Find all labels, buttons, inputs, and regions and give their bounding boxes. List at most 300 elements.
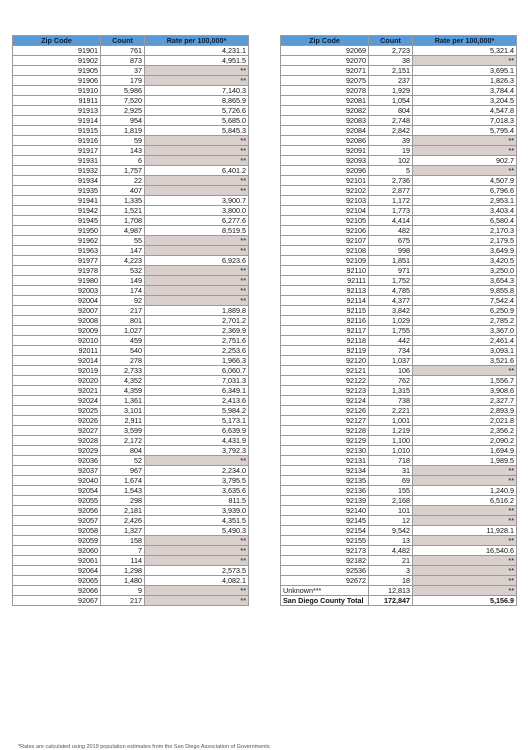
table-row bbox=[281, 546, 517, 556]
count-cell: 1,298 bbox=[101, 566, 145, 576]
table-row bbox=[281, 446, 517, 456]
zip-cell: 92086 bbox=[281, 136, 369, 146]
rate-cell: 8,519.5 bbox=[145, 226, 249, 236]
rate-cell: 6,580.4 bbox=[413, 216, 517, 226]
rate-cell: 2,751.6 bbox=[145, 336, 249, 346]
rate-cell: ** bbox=[413, 476, 517, 486]
zip-cell: 92155 bbox=[281, 536, 369, 546]
rate-cell: ** bbox=[413, 556, 517, 566]
count-cell: 1,752 bbox=[369, 276, 413, 286]
zip-cell: 92067 bbox=[13, 596, 101, 606]
count-cell: 2,733 bbox=[101, 366, 145, 376]
table-row bbox=[13, 136, 249, 146]
zip-cell: 92081 bbox=[281, 96, 369, 106]
count-cell: 237 bbox=[369, 76, 413, 86]
zip-cell: 92114 bbox=[281, 296, 369, 306]
table-row bbox=[281, 426, 517, 436]
rate-cell: 2,327.7 bbox=[413, 396, 517, 406]
zip-cell: 92059 bbox=[13, 536, 101, 546]
zip-cell: 92025 bbox=[13, 406, 101, 416]
zip-cell: 92040 bbox=[13, 476, 101, 486]
rate-cell: 2,021.8 bbox=[413, 416, 517, 426]
zip-cell: 92061 bbox=[13, 556, 101, 566]
table-row bbox=[281, 146, 517, 156]
zip-cell: 92130 bbox=[281, 446, 369, 456]
table-row bbox=[13, 566, 249, 576]
rate-cell: 6,923.6 bbox=[145, 256, 249, 266]
rate-cell: 1,556.7 bbox=[413, 376, 517, 386]
zip-cell: 91945 bbox=[13, 216, 101, 226]
table-row bbox=[13, 236, 249, 246]
count-cell: 106 bbox=[369, 366, 413, 376]
table-row bbox=[281, 96, 517, 106]
table-row bbox=[13, 416, 249, 426]
zip-cell: 91978 bbox=[13, 266, 101, 276]
rate-cell: 5,685.0 bbox=[145, 116, 249, 126]
count-cell: 179 bbox=[101, 76, 145, 86]
count-cell: 3,599 bbox=[101, 426, 145, 436]
table-row bbox=[281, 216, 517, 226]
table-row bbox=[281, 46, 517, 56]
table-row bbox=[13, 386, 249, 396]
count-cell: 2,151 bbox=[369, 66, 413, 76]
table-row bbox=[13, 56, 249, 66]
rate-cell: 3,521.6 bbox=[413, 356, 517, 366]
count-cell: 718 bbox=[369, 456, 413, 466]
count-cell: 9 bbox=[101, 586, 145, 596]
rate-cell: 3,367.0 bbox=[413, 326, 517, 336]
count-cell: 102 bbox=[369, 156, 413, 166]
count-cell: 1,851 bbox=[369, 256, 413, 266]
zip-cell: 92003 bbox=[13, 286, 101, 296]
rate-cell: 7,031.3 bbox=[145, 376, 249, 386]
count-cell: 2,723 bbox=[369, 46, 413, 56]
table-row bbox=[13, 486, 249, 496]
count-cell: 174 bbox=[101, 286, 145, 296]
table-row bbox=[13, 246, 249, 256]
rate-cell: 6,277.6 bbox=[145, 216, 249, 226]
table-row bbox=[13, 346, 249, 356]
count-cell: 4,785 bbox=[369, 286, 413, 296]
rate-cell: ** bbox=[145, 536, 249, 546]
table-row bbox=[281, 176, 517, 186]
zip-cell: 92007 bbox=[13, 306, 101, 316]
count-cell: 39 bbox=[369, 136, 413, 146]
table-row bbox=[281, 166, 517, 176]
count-cell: 22 bbox=[101, 176, 145, 186]
count-cell: 13 bbox=[369, 536, 413, 546]
rate-cell: 4,951.5 bbox=[145, 56, 249, 66]
rate-cell: ** bbox=[413, 146, 517, 156]
rate-cell: 2,573.5 bbox=[145, 566, 249, 576]
rate-cell: ** bbox=[145, 276, 249, 286]
zip-cell: 91905 bbox=[13, 66, 101, 76]
table-row bbox=[13, 126, 249, 136]
rate-cell: 902.7 bbox=[413, 156, 517, 166]
count-cell: 59 bbox=[101, 136, 145, 146]
count-cell: 1,361 bbox=[101, 396, 145, 406]
count-cell: 1,543 bbox=[101, 486, 145, 496]
rate-cell: 1,240.9 bbox=[413, 486, 517, 496]
count-cell: 4,223 bbox=[101, 256, 145, 266]
rate-cell: 3,093.1 bbox=[413, 346, 517, 356]
count-cell: 158 bbox=[101, 536, 145, 546]
count-cell: 4,987 bbox=[101, 226, 145, 236]
table-row bbox=[281, 346, 517, 356]
count-cell: 19 bbox=[369, 146, 413, 156]
rate-cell: 3,635.6 bbox=[145, 486, 249, 496]
rate-cell: 5,845.3 bbox=[145, 126, 249, 136]
zip-cell: 92113 bbox=[281, 286, 369, 296]
zip-cell: 92101 bbox=[281, 176, 369, 186]
rate-cell: 2,090.2 bbox=[413, 436, 517, 446]
count-cell: 2,168 bbox=[369, 496, 413, 506]
zip-cell: 91934 bbox=[13, 176, 101, 186]
count-cell: 2,925 bbox=[101, 106, 145, 116]
count-cell: 532 bbox=[101, 266, 145, 276]
zip-cell: 92014 bbox=[13, 356, 101, 366]
table-row bbox=[13, 476, 249, 486]
table-row bbox=[13, 156, 249, 166]
table-row bbox=[281, 206, 517, 216]
rate-cell: ** bbox=[145, 596, 249, 606]
zip-cell: 92066 bbox=[13, 586, 101, 596]
table-row bbox=[281, 436, 517, 446]
table-row bbox=[281, 116, 517, 126]
table-row bbox=[281, 416, 517, 426]
zip-cell: 92135 bbox=[281, 476, 369, 486]
table-row bbox=[13, 106, 249, 116]
count-cell: 4,352 bbox=[101, 376, 145, 386]
table-row bbox=[281, 136, 517, 146]
count-cell: 21 bbox=[369, 556, 413, 566]
rate-cell: 5,490.3 bbox=[145, 526, 249, 536]
zip-cell: 92118 bbox=[281, 336, 369, 346]
rate-cell: 3,792.3 bbox=[145, 446, 249, 456]
table-row bbox=[281, 566, 517, 576]
rate-cell: 4,507.9 bbox=[413, 176, 517, 186]
table-row bbox=[281, 376, 517, 386]
table-row bbox=[13, 226, 249, 236]
zip-cell: 92057 bbox=[13, 516, 101, 526]
count-cell: 217 bbox=[101, 306, 145, 316]
rate-cell: 3,795.5 bbox=[145, 476, 249, 486]
zip-cell: 92037 bbox=[13, 466, 101, 476]
zip-cell: 91950 bbox=[13, 226, 101, 236]
zip-cell: 92084 bbox=[281, 126, 369, 136]
header-rate: Rate per 100,000* bbox=[413, 36, 517, 46]
count-cell: 762 bbox=[369, 376, 413, 386]
zip-cell: 91910 bbox=[13, 86, 101, 96]
rate-cell: ** bbox=[145, 266, 249, 276]
count-cell: 5 bbox=[369, 166, 413, 176]
table-row bbox=[13, 206, 249, 216]
table-row bbox=[281, 256, 517, 266]
zip-cell: 91977 bbox=[13, 256, 101, 266]
zip-cell: 91914 bbox=[13, 116, 101, 126]
rate-cell: 4,231.1 bbox=[145, 46, 249, 56]
table-row bbox=[281, 226, 517, 236]
count-cell: 2,736 bbox=[369, 176, 413, 186]
rate-cell: ** bbox=[413, 166, 517, 176]
rate-cell: ** bbox=[145, 296, 249, 306]
table-row bbox=[13, 396, 249, 406]
rate-cell: 9,855.8 bbox=[413, 286, 517, 296]
zip-cell: 92020 bbox=[13, 376, 101, 386]
table-row bbox=[13, 46, 249, 56]
count-cell: 4,482 bbox=[369, 546, 413, 556]
count-cell: 4,377 bbox=[369, 296, 413, 306]
count-cell: 1,773 bbox=[369, 206, 413, 216]
zip-cell: 92054 bbox=[13, 486, 101, 496]
rate-cell: ** bbox=[145, 456, 249, 466]
rate-cell: 2,170.3 bbox=[413, 226, 517, 236]
zip-cell: 92121 bbox=[281, 366, 369, 376]
table-row bbox=[281, 196, 517, 206]
zip-cell: 92104 bbox=[281, 206, 369, 216]
rate-cell: 1,966.3 bbox=[145, 356, 249, 366]
table-row bbox=[13, 86, 249, 96]
rate-cell: 3,784.4 bbox=[413, 86, 517, 96]
table-row bbox=[281, 316, 517, 326]
count-cell: 6 bbox=[101, 156, 145, 166]
table-row bbox=[13, 576, 249, 586]
table-row bbox=[13, 176, 249, 186]
table-row bbox=[281, 506, 517, 516]
count-cell: 482 bbox=[369, 226, 413, 236]
count-cell: 1,819 bbox=[101, 126, 145, 136]
table-row bbox=[13, 146, 249, 156]
table-row bbox=[13, 216, 249, 226]
rate-cell: 4,351.5 bbox=[145, 516, 249, 526]
rate-cell: 6,060.7 bbox=[145, 366, 249, 376]
count-cell: 4,359 bbox=[101, 386, 145, 396]
table-row bbox=[13, 466, 249, 476]
zip-cell: 92134 bbox=[281, 466, 369, 476]
table-row bbox=[281, 156, 517, 166]
zip-cell: 92154 bbox=[281, 526, 369, 536]
rate-cell: 6,349.1 bbox=[145, 386, 249, 396]
count-cell: 761 bbox=[101, 46, 145, 56]
rate-cell: 3,420.5 bbox=[413, 256, 517, 266]
zip-cell: 92028 bbox=[13, 436, 101, 446]
zip-cell: 92122 bbox=[281, 376, 369, 386]
table-row bbox=[13, 316, 249, 326]
count-cell: 2,181 bbox=[101, 506, 145, 516]
table-row bbox=[13, 516, 249, 526]
rate-cell: ** bbox=[413, 536, 517, 546]
rate-cell: 5,173.1 bbox=[145, 416, 249, 426]
rate-cell: 7,542.4 bbox=[413, 296, 517, 306]
rate-cell: 3,800.0 bbox=[145, 206, 249, 216]
rate-cell: 2,413.6 bbox=[145, 396, 249, 406]
count-cell: 2,172 bbox=[101, 436, 145, 446]
rate-cell: ** bbox=[145, 186, 249, 196]
zip-cell: 92027 bbox=[13, 426, 101, 436]
table-row bbox=[281, 186, 517, 196]
count-cell: 1,010 bbox=[369, 446, 413, 456]
rate-cell: 2,356.2 bbox=[413, 426, 517, 436]
rate-cell: 6,250.9 bbox=[413, 306, 517, 316]
rate-cell: 3,250.0 bbox=[413, 266, 517, 276]
rate-cell: 8,865.9 bbox=[145, 96, 249, 106]
count-cell: 92 bbox=[101, 296, 145, 306]
table-row bbox=[281, 336, 517, 346]
count-cell: 4,414 bbox=[369, 216, 413, 226]
count-cell: 55 bbox=[101, 236, 145, 246]
table-row bbox=[13, 186, 249, 196]
count-cell: 1,335 bbox=[101, 196, 145, 206]
rate-cell: 5,984.2 bbox=[145, 406, 249, 416]
count-cell: 3,101 bbox=[101, 406, 145, 416]
zip-cell: 92093 bbox=[281, 156, 369, 166]
header-count: Count bbox=[369, 36, 413, 46]
zip-cell: 91902 bbox=[13, 56, 101, 66]
zip-cell: 91932 bbox=[13, 166, 101, 176]
table-row bbox=[13, 536, 249, 546]
zip-cell: 91962 bbox=[13, 236, 101, 246]
count-cell: 37 bbox=[101, 66, 145, 76]
rate-cell: 2,893.9 bbox=[413, 406, 517, 416]
table-row bbox=[13, 196, 249, 206]
count-cell: 114 bbox=[101, 556, 145, 566]
count-cell: 971 bbox=[369, 266, 413, 276]
table-row bbox=[13, 556, 249, 566]
count-cell: 459 bbox=[101, 336, 145, 346]
zip-cell: 92102 bbox=[281, 186, 369, 196]
count-cell: 873 bbox=[101, 56, 145, 66]
zip-cell: 92083 bbox=[281, 116, 369, 126]
count-cell: 18 bbox=[369, 576, 413, 586]
zip-cell: 92126 bbox=[281, 406, 369, 416]
zip-cell: 92091 bbox=[281, 146, 369, 156]
zip-cell: 92117 bbox=[281, 326, 369, 336]
zip-cell: 92106 bbox=[281, 226, 369, 236]
rate-cell: 3,939.0 bbox=[145, 506, 249, 516]
zip-cell: 92004 bbox=[13, 296, 101, 306]
table-row bbox=[281, 356, 517, 366]
table-row bbox=[13, 406, 249, 416]
rate-cell: 3,695.1 bbox=[413, 66, 517, 76]
count-cell: 1,054 bbox=[369, 96, 413, 106]
rate-cell: 4,431.9 bbox=[145, 436, 249, 446]
count-cell: 5,986 bbox=[101, 86, 145, 96]
table-row bbox=[281, 406, 517, 416]
count-cell: 1,755 bbox=[369, 326, 413, 336]
rate-cell: 2,701.2 bbox=[145, 316, 249, 326]
rate-cell: ** bbox=[413, 466, 517, 476]
zip-cell: 92128 bbox=[281, 426, 369, 436]
zip-cell: 92011 bbox=[13, 346, 101, 356]
zip-cell: 91935 bbox=[13, 186, 101, 196]
zip-cell: 92069 bbox=[281, 46, 369, 56]
rate-cell: ** bbox=[145, 586, 249, 596]
rate-cell: 5,321.4 bbox=[413, 46, 517, 56]
rate-cell: 1,694.9 bbox=[413, 446, 517, 456]
zip-cell: 91911 bbox=[13, 96, 101, 106]
zip-cell: 92124 bbox=[281, 396, 369, 406]
rate-cell: 3,403.4 bbox=[413, 206, 517, 216]
zip-cell: 92060 bbox=[13, 546, 101, 556]
rate-cell: 2,234.0 bbox=[145, 466, 249, 476]
count-cell: 1,708 bbox=[101, 216, 145, 226]
rate-cell: 1,826.3 bbox=[413, 76, 517, 86]
zip-cell: 92672 bbox=[281, 576, 369, 586]
rate-cell: ** bbox=[413, 516, 517, 526]
zip-cell: 92064 bbox=[13, 566, 101, 576]
rate-cell: 2,461.4 bbox=[413, 336, 517, 346]
rate-cell: 3,654.3 bbox=[413, 276, 517, 286]
rate-cell: 2,785.2 bbox=[413, 316, 517, 326]
count-cell: 1,674 bbox=[101, 476, 145, 486]
table-row bbox=[281, 576, 517, 586]
table-row bbox=[281, 66, 517, 76]
unknown-count: 12,813 bbox=[369, 586, 413, 596]
header-rate: Rate per 100,000* bbox=[145, 36, 249, 46]
zip-cell: 92019 bbox=[13, 366, 101, 376]
zip-cell: 91942 bbox=[13, 206, 101, 216]
zip-cell: 92009 bbox=[13, 326, 101, 336]
zip-cell: 92110 bbox=[281, 266, 369, 276]
table-row bbox=[13, 426, 249, 436]
rate-cell: ** bbox=[413, 56, 517, 66]
header-row bbox=[281, 36, 517, 46]
zip-cell: 92070 bbox=[281, 56, 369, 66]
rate-cell: 7,140.3 bbox=[145, 86, 249, 96]
zip-cell: 92108 bbox=[281, 246, 369, 256]
zip-cell: 92173 bbox=[281, 546, 369, 556]
count-cell: 738 bbox=[369, 396, 413, 406]
rate-cell: 11,928.1 bbox=[413, 526, 517, 536]
zip-cell: 92127 bbox=[281, 416, 369, 426]
table-row bbox=[281, 556, 517, 566]
table-row bbox=[281, 486, 517, 496]
table-row bbox=[13, 276, 249, 286]
table-row bbox=[281, 306, 517, 316]
table-row bbox=[281, 246, 517, 256]
table-row bbox=[281, 366, 517, 376]
zip-cell: 92082 bbox=[281, 106, 369, 116]
zip-cell: 92096 bbox=[281, 166, 369, 176]
table-row bbox=[13, 526, 249, 536]
count-cell: 31 bbox=[369, 466, 413, 476]
count-cell: 954 bbox=[101, 116, 145, 126]
table-row bbox=[13, 376, 249, 386]
header-count: Count bbox=[101, 36, 145, 46]
rate-cell: 3,649.9 bbox=[413, 246, 517, 256]
table-row bbox=[281, 326, 517, 336]
table-row bbox=[13, 586, 249, 596]
zip-cell: 92109 bbox=[281, 256, 369, 266]
table-row bbox=[281, 106, 517, 116]
zip-cell: 92008 bbox=[13, 316, 101, 326]
table-row bbox=[13, 66, 249, 76]
rate-cell: ** bbox=[413, 366, 517, 376]
zip-cell: 91941 bbox=[13, 196, 101, 206]
zip-cell: 92536 bbox=[281, 566, 369, 576]
table-row bbox=[13, 296, 249, 306]
zip-cell: 92107 bbox=[281, 236, 369, 246]
rate-cell: 2,253.6 bbox=[145, 346, 249, 356]
table-row bbox=[281, 56, 517, 66]
table-row bbox=[13, 506, 249, 516]
table-row bbox=[13, 446, 249, 456]
table-row bbox=[281, 286, 517, 296]
count-cell: 998 bbox=[369, 246, 413, 256]
zip-cell: 92182 bbox=[281, 556, 369, 566]
table-row bbox=[13, 286, 249, 296]
table-row bbox=[13, 96, 249, 106]
